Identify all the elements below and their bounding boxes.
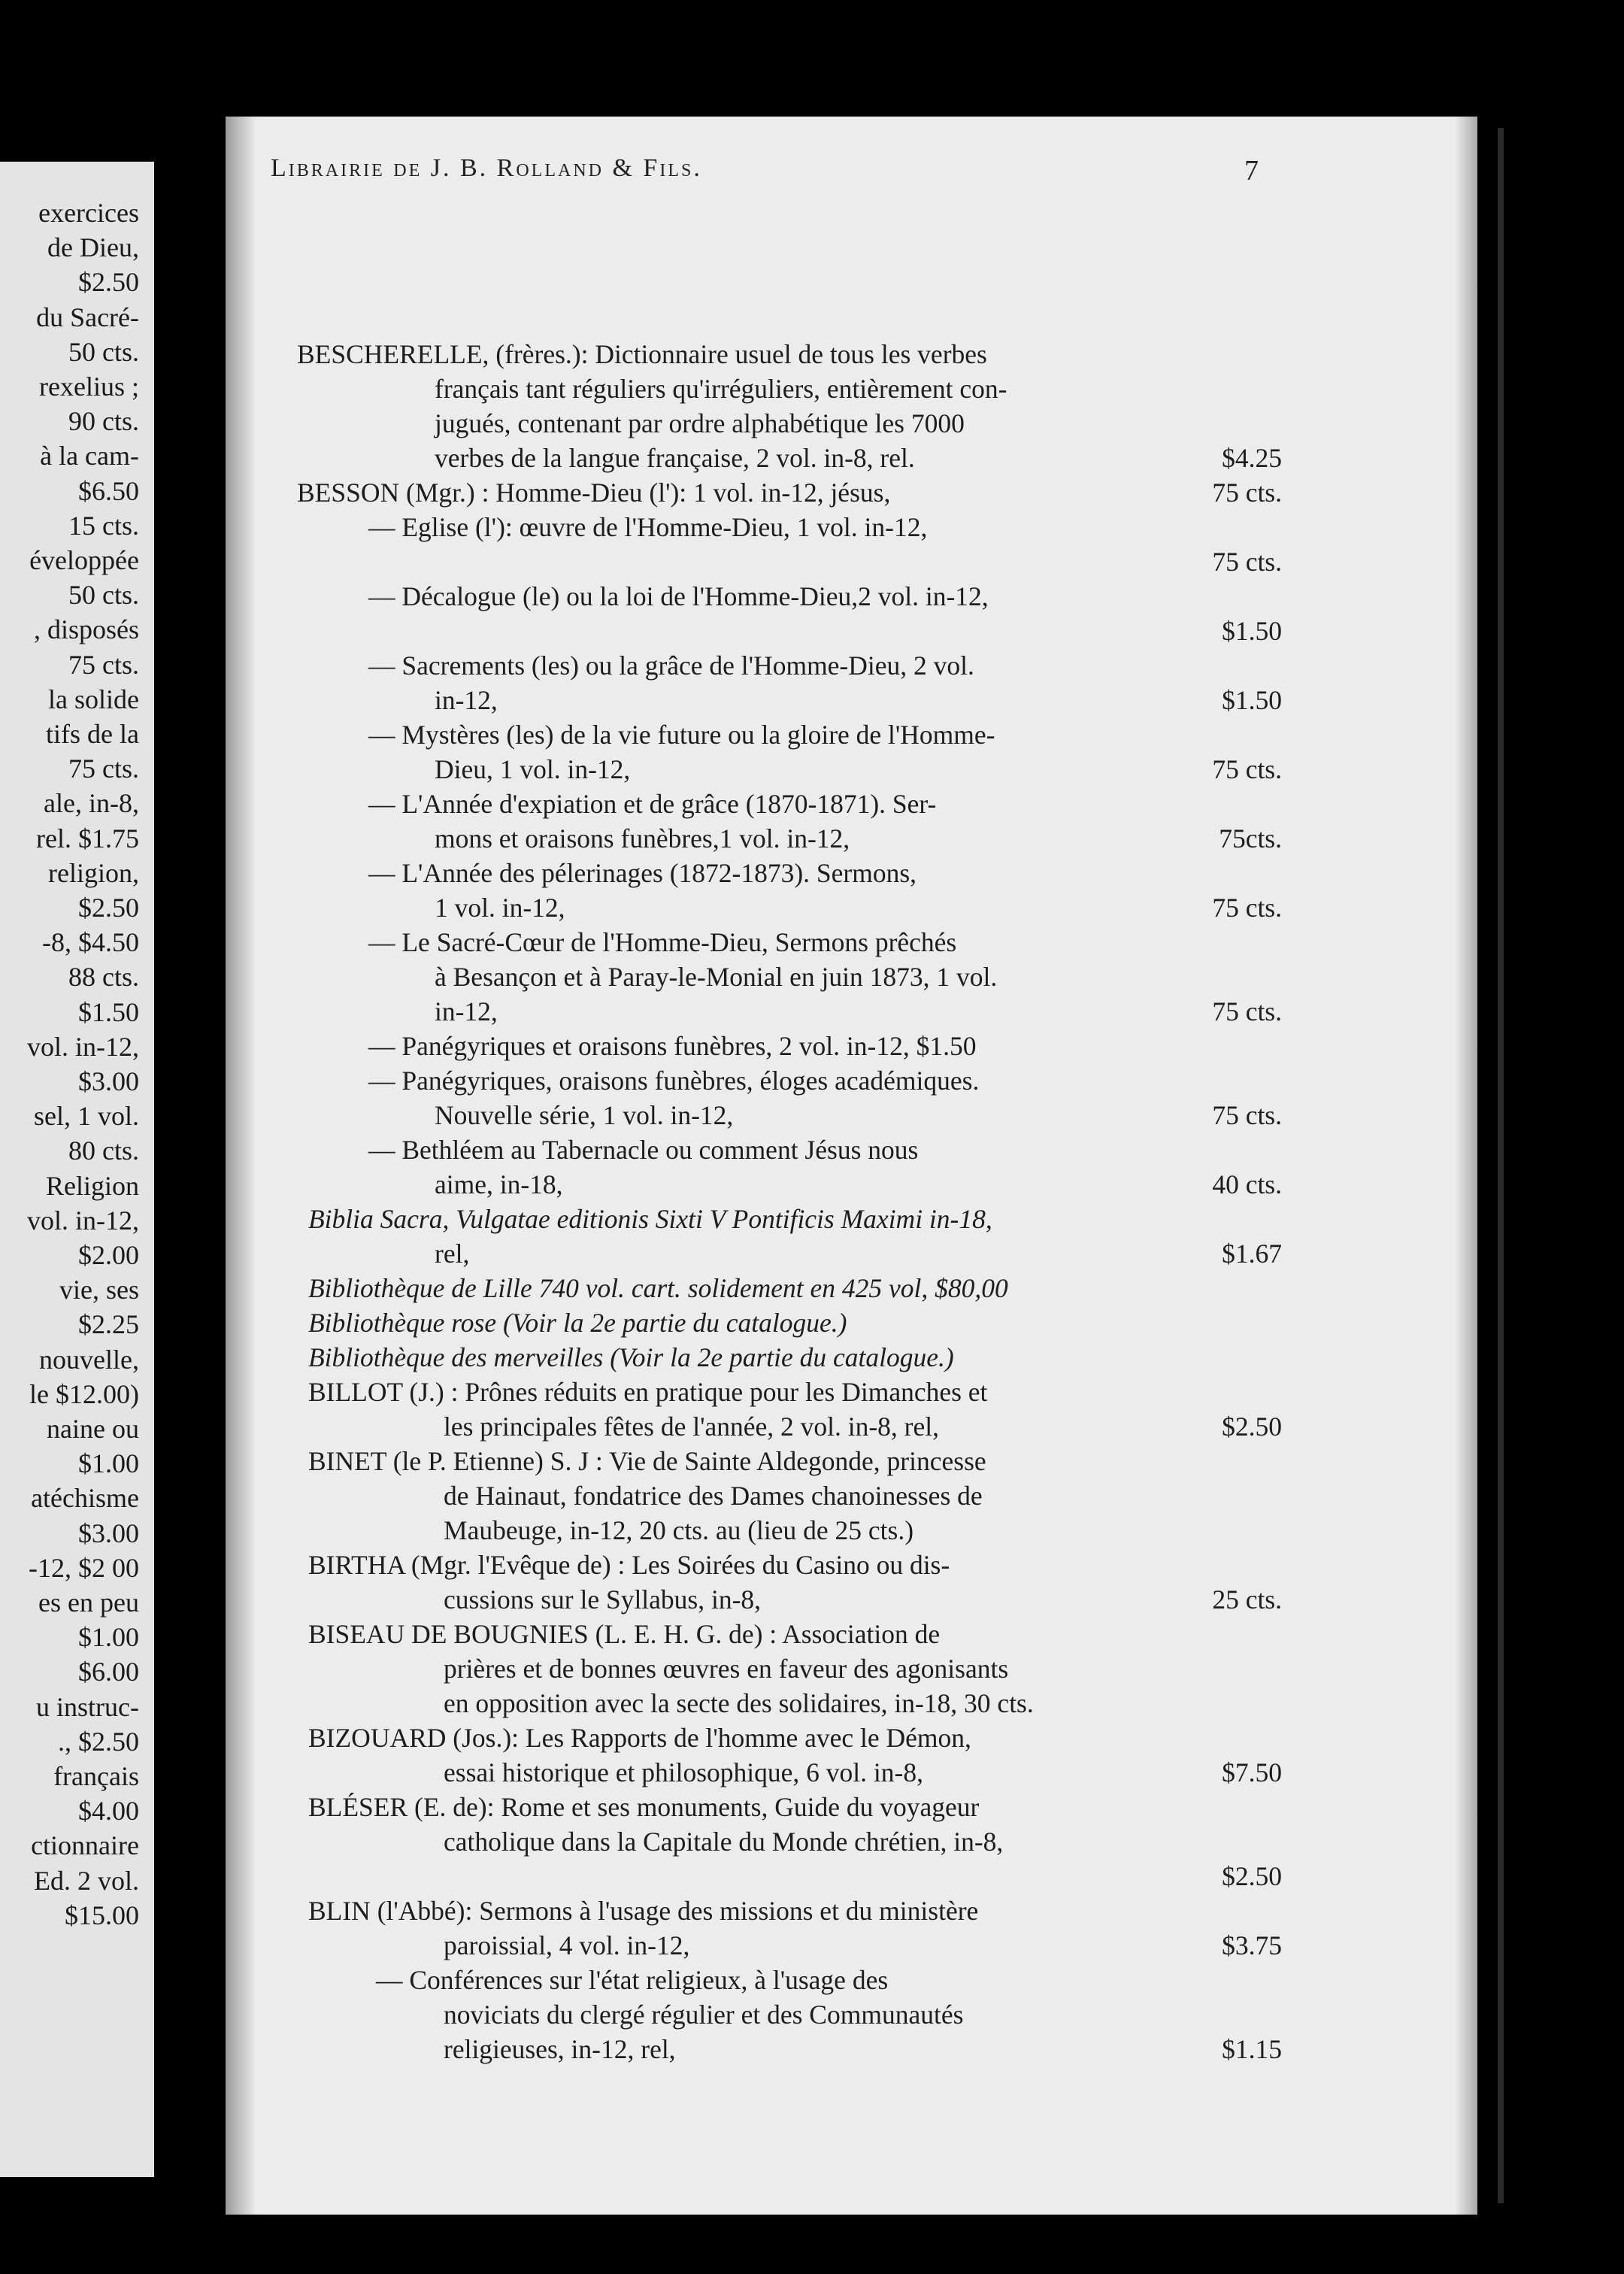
entry-price: $4.25 <box>1222 443 1282 473</box>
left-page-line: 88 cts. <box>68 962 139 993</box>
left-page-line: Religion <box>46 1170 139 1201</box>
catalogue-line: BISEAU DE BOUGNIES (L. E. H. G. de) : Association de <box>308 1619 941 1649</box>
entry-text: mons et oraisons funèbres,1 vol. in-12, <box>435 823 850 854</box>
catalogue-line: en opposition avec la secte des solidaires, in-18, 30 cts. <box>444 1688 1034 1718</box>
entry-text: aime, in-18, <box>435 1169 563 1199</box>
catalogue-line: — Bethléem au Tabernacle ou comment Jésus nous <box>368 1135 919 1165</box>
catalogue-line: — Mystères (les) de la vie future ou la gloire de l'Homme- <box>368 720 995 750</box>
catalogue-line: BILLOT (J.) : Prônes réduits en pratique pour les Dimanches et <box>308 1377 988 1407</box>
left-page-line: $2.00 <box>78 1240 139 1270</box>
entry-price: 75 cts. <box>1212 893 1282 923</box>
left-page-line: $1.00 <box>78 1448 139 1479</box>
left-page-line: à la cam- <box>40 441 139 471</box>
left-page-line: tifs de la <box>46 719 139 749</box>
entry-text: verbes de la langue française, 2 vol. in-8, rel. <box>435 443 915 473</box>
catalogue-line: — L'Année d'expiation et de grâce (1870-1871). Ser- <box>368 789 937 819</box>
entry-text: BESSON (Mgr.) : Homme-Dieu (l'): 1 vol. in-12, jésus, <box>297 478 891 508</box>
left-page-line: atéchisme <box>31 1483 139 1514</box>
catalogue-line <box>435 441 1282 475</box>
entry-text: religieuses, in-12, rel, <box>444 2034 676 2064</box>
left-page-line: $1.50 <box>78 996 139 1027</box>
entry-price: 40 cts. <box>1212 1169 1282 1199</box>
catalogue-line: BIRTHA (Mgr. l'Evêque de) : Les Soirées du Casino ou dis- <box>308 1550 950 1580</box>
left-page-line: français <box>53 1761 139 1791</box>
entry-text: 1 vol. in-12, <box>435 893 565 923</box>
left-page-line: $4.00 <box>78 1796 139 1827</box>
catalogue-line: — Le Sacré-Cœur de l'Homme-Dieu, Sermons prêchés <box>368 927 957 957</box>
left-page-line: $3.00 <box>78 1066 139 1096</box>
left-page-line: ctionnaire <box>31 1830 139 1861</box>
left-page-line: de Dieu, <box>47 232 139 263</box>
catalogue-line: — Décalogue (le) ou la loi de l'Homme-Dieu,2 vol. in-12, <box>368 581 989 611</box>
catalogue-line: noviciats du clergé régulier et des Communautés <box>444 2000 964 2030</box>
left-page-line: ., $2.50 <box>58 1726 139 1757</box>
catalogue-line: — Eglise (l'): œuvre de l'Homme-Dieu, 1 vol. in-12, <box>368 512 928 542</box>
left-page-line: vol. in-12, <box>27 1205 139 1236</box>
left-page-line: nouvelle, <box>39 1344 139 1375</box>
left-page-line: $6.50 <box>78 475 139 506</box>
catalogue-line <box>435 752 1282 787</box>
left-page-line: du Sacré- <box>36 302 139 332</box>
entry-text: rel, <box>435 1239 470 1269</box>
left-page-line: $2.50 <box>78 267 139 298</box>
left-page-line: 15 cts. <box>68 510 139 541</box>
catalogue-line: jugués, contenant par ordre alphabétique les 7000 <box>435 408 965 438</box>
catalogue-line: de Hainaut, fondatrice des Dames chanoinesses de <box>444 1481 983 1511</box>
entry-price: $3.75 <box>1222 1930 1282 1960</box>
catalogue-line: catholique dans la Capitale du Monde chrétien, in-8, <box>444 1827 1004 1857</box>
catalogue-line <box>444 1409 1282 1444</box>
left-page-line: $2.25 <box>78 1309 139 1340</box>
catalogue-line <box>297 475 1282 510</box>
left-page-line: $1.00 <box>78 1622 139 1653</box>
left-page-line: ale, in-8, <box>44 788 139 819</box>
catalogue-line: prières et de bonnes œuvres en faveur des agonisants <box>444 1654 1009 1684</box>
catalogue-line: BESCHERELLE, (frères.): Dictionnaire usuel de tous les verbes <box>297 339 987 369</box>
page-edge-shadow <box>1498 128 1504 2203</box>
left-page-line: rel. $1.75 <box>36 823 139 854</box>
entry-text: cussions sur le Syllabus, in-8, <box>444 1584 762 1615</box>
left-page-line: le $12.00) <box>29 1378 139 1409</box>
entry-text: essai historique et philosophique, 6 vol. in-8, <box>444 1757 923 1787</box>
catalogue-line <box>444 2032 1282 2066</box>
entry-price: $1.15 <box>1222 2034 1282 2064</box>
entry-price: $2.50 <box>1222 1411 1282 1442</box>
catalogue-line: Bibliothèque rose (Voir la 2e partie du catalogue.) <box>308 1308 847 1338</box>
left-page-line: Ed. 2 vol. <box>34 1865 139 1896</box>
catalogue-line: Biblia Sacra, Vulgatae editionis Sixti V Pontificis Maximi in-18, <box>308 1204 992 1234</box>
catalogue-line: $2.50 <box>1222 1861 1282 1891</box>
catalogue-line <box>444 1582 1282 1617</box>
left-page-line: $15.00 <box>65 1900 139 1930</box>
entry-price: 75 cts. <box>1212 1100 1282 1130</box>
catalogue-line <box>435 994 1282 1029</box>
left-page-line: $6.00 <box>78 1657 139 1687</box>
catalogue-line: — Panégyriques, oraisons funèbres, éloges académiques. <box>368 1066 980 1096</box>
catalogue-line: Bibliothèque des merveilles (Voir la 2e partie du catalogue.) <box>308 1342 954 1372</box>
catalogue-line: Bibliothèque de Lille 740 vol. cart. solidement en 425 vol, $80,00 <box>308 1273 1008 1303</box>
catalogue-line <box>435 1167 1282 1202</box>
running-head: Librairie de J. B. Rolland & Fils. <box>271 154 702 182</box>
catalogue-line: — Sacrements (les) ou la grâce de l'Homme-Dieu, 2 vol. <box>368 650 974 681</box>
catalogue-line <box>435 821 1282 856</box>
left-page-line: $3.00 <box>78 1518 139 1548</box>
entry-price: $1.50 <box>1222 685 1282 715</box>
left-page-line: 80 cts. <box>68 1135 139 1166</box>
catalogue-line: — L'Année des pélerinages (1872-1873). Sermons, <box>368 858 917 888</box>
left-page-line: 50 cts. <box>68 580 139 611</box>
left-page-line: 75 cts. <box>68 649 139 680</box>
catalogue-line: — Panégyriques et oraisons funèbres, 2 vol. in-12, $1.50 <box>368 1031 977 1061</box>
page-number: 7 <box>1244 155 1260 186</box>
left-page-line: vol. in-12, <box>27 1031 139 1062</box>
left-page-line: 50 cts. <box>68 336 139 367</box>
entry-price: $7.50 <box>1222 1757 1282 1787</box>
entry-price: 75 cts. <box>1212 996 1282 1026</box>
catalogue-line: BINET (le P. Etienne) S. J : Vie de Sainte Aldegonde, princesse <box>308 1446 986 1476</box>
catalogue-line <box>444 1928 1282 1963</box>
left-page-line: $2.50 <box>78 893 139 923</box>
left-page-line: rexelius ; <box>39 371 139 402</box>
entry-price: 75 cts. <box>1212 478 1282 508</box>
catalogue-line: Maubeuge, in-12, 20 cts. au (lieu de 25 cts.) <box>444 1515 914 1545</box>
left-page-line: u instruc- <box>36 1691 139 1722</box>
left-page-line: -12, $2 00 <box>29 1552 139 1583</box>
catalogue-line: à Besançon et à Paray-le-Monial en juin 1873, 1 vol. <box>435 962 998 992</box>
catalogue-line <box>435 683 1282 717</box>
catalogue-line: — Conférences sur l'état religieux, à l'usage des <box>376 1965 889 1995</box>
entry-text: Dieu, 1 vol. in-12, <box>435 754 631 784</box>
left-page-line: es en peu <box>38 1587 139 1618</box>
left-page-line: religion, <box>48 857 139 888</box>
entry-price: 75 cts. <box>1212 754 1282 784</box>
entry-text: les principales fêtes de l'année, 2 vol. in-8, rel, <box>444 1411 939 1442</box>
catalogue-line <box>444 1755 1282 1790</box>
left-page-line: 75 cts. <box>68 753 139 784</box>
entry-text: paroissial, 4 vol. in-12, <box>444 1930 690 1960</box>
catalogue-line: BLIN (l'Abbé): Sermons à l'usage des missions et du ministère <box>308 1896 979 1926</box>
left-page-line: la solide <box>48 684 139 714</box>
entry-text: in-12, <box>435 996 498 1026</box>
catalogue-line <box>435 1098 1282 1132</box>
catalogue-line: BIZOUARD (Jos.): Les Rapports de l'homme avec le Démon, <box>308 1723 971 1753</box>
catalogue-line: français tant réguliers qu'irréguliers, entièrement con- <box>435 374 1007 404</box>
catalogue-line: $1.50 <box>1222 616 1282 646</box>
catalogue-line: 75 cts. <box>1212 547 1282 577</box>
entry-text: Nouvelle série, 1 vol. in-12, <box>435 1100 734 1130</box>
entry-price: 75cts. <box>1219 823 1282 854</box>
left-page-line: éveloppée <box>29 545 139 575</box>
left-page-line: vie, ses <box>59 1275 139 1305</box>
entry-price: $1.67 <box>1222 1239 1282 1269</box>
entry-price: 25 cts. <box>1212 1584 1282 1615</box>
left-page-line: , disposés <box>33 614 139 645</box>
left-page-line: 90 cts. <box>68 406 139 437</box>
left-page-line: -8, $4.50 <box>42 927 139 958</box>
catalogue-line: BLÉSER (E. de): Rome et ses monuments, Guide du voyageur <box>308 1792 980 1822</box>
catalogue-line <box>435 890 1282 925</box>
catalogue-line <box>435 1236 1282 1271</box>
left-page-line: exercices <box>38 198 139 228</box>
left-page-fragment <box>0 162 154 2177</box>
left-page-line: sel, 1 vol. <box>34 1101 139 1132</box>
entry-text: in-12, <box>435 685 498 715</box>
left-page-line: naine ou <box>47 1414 139 1444</box>
